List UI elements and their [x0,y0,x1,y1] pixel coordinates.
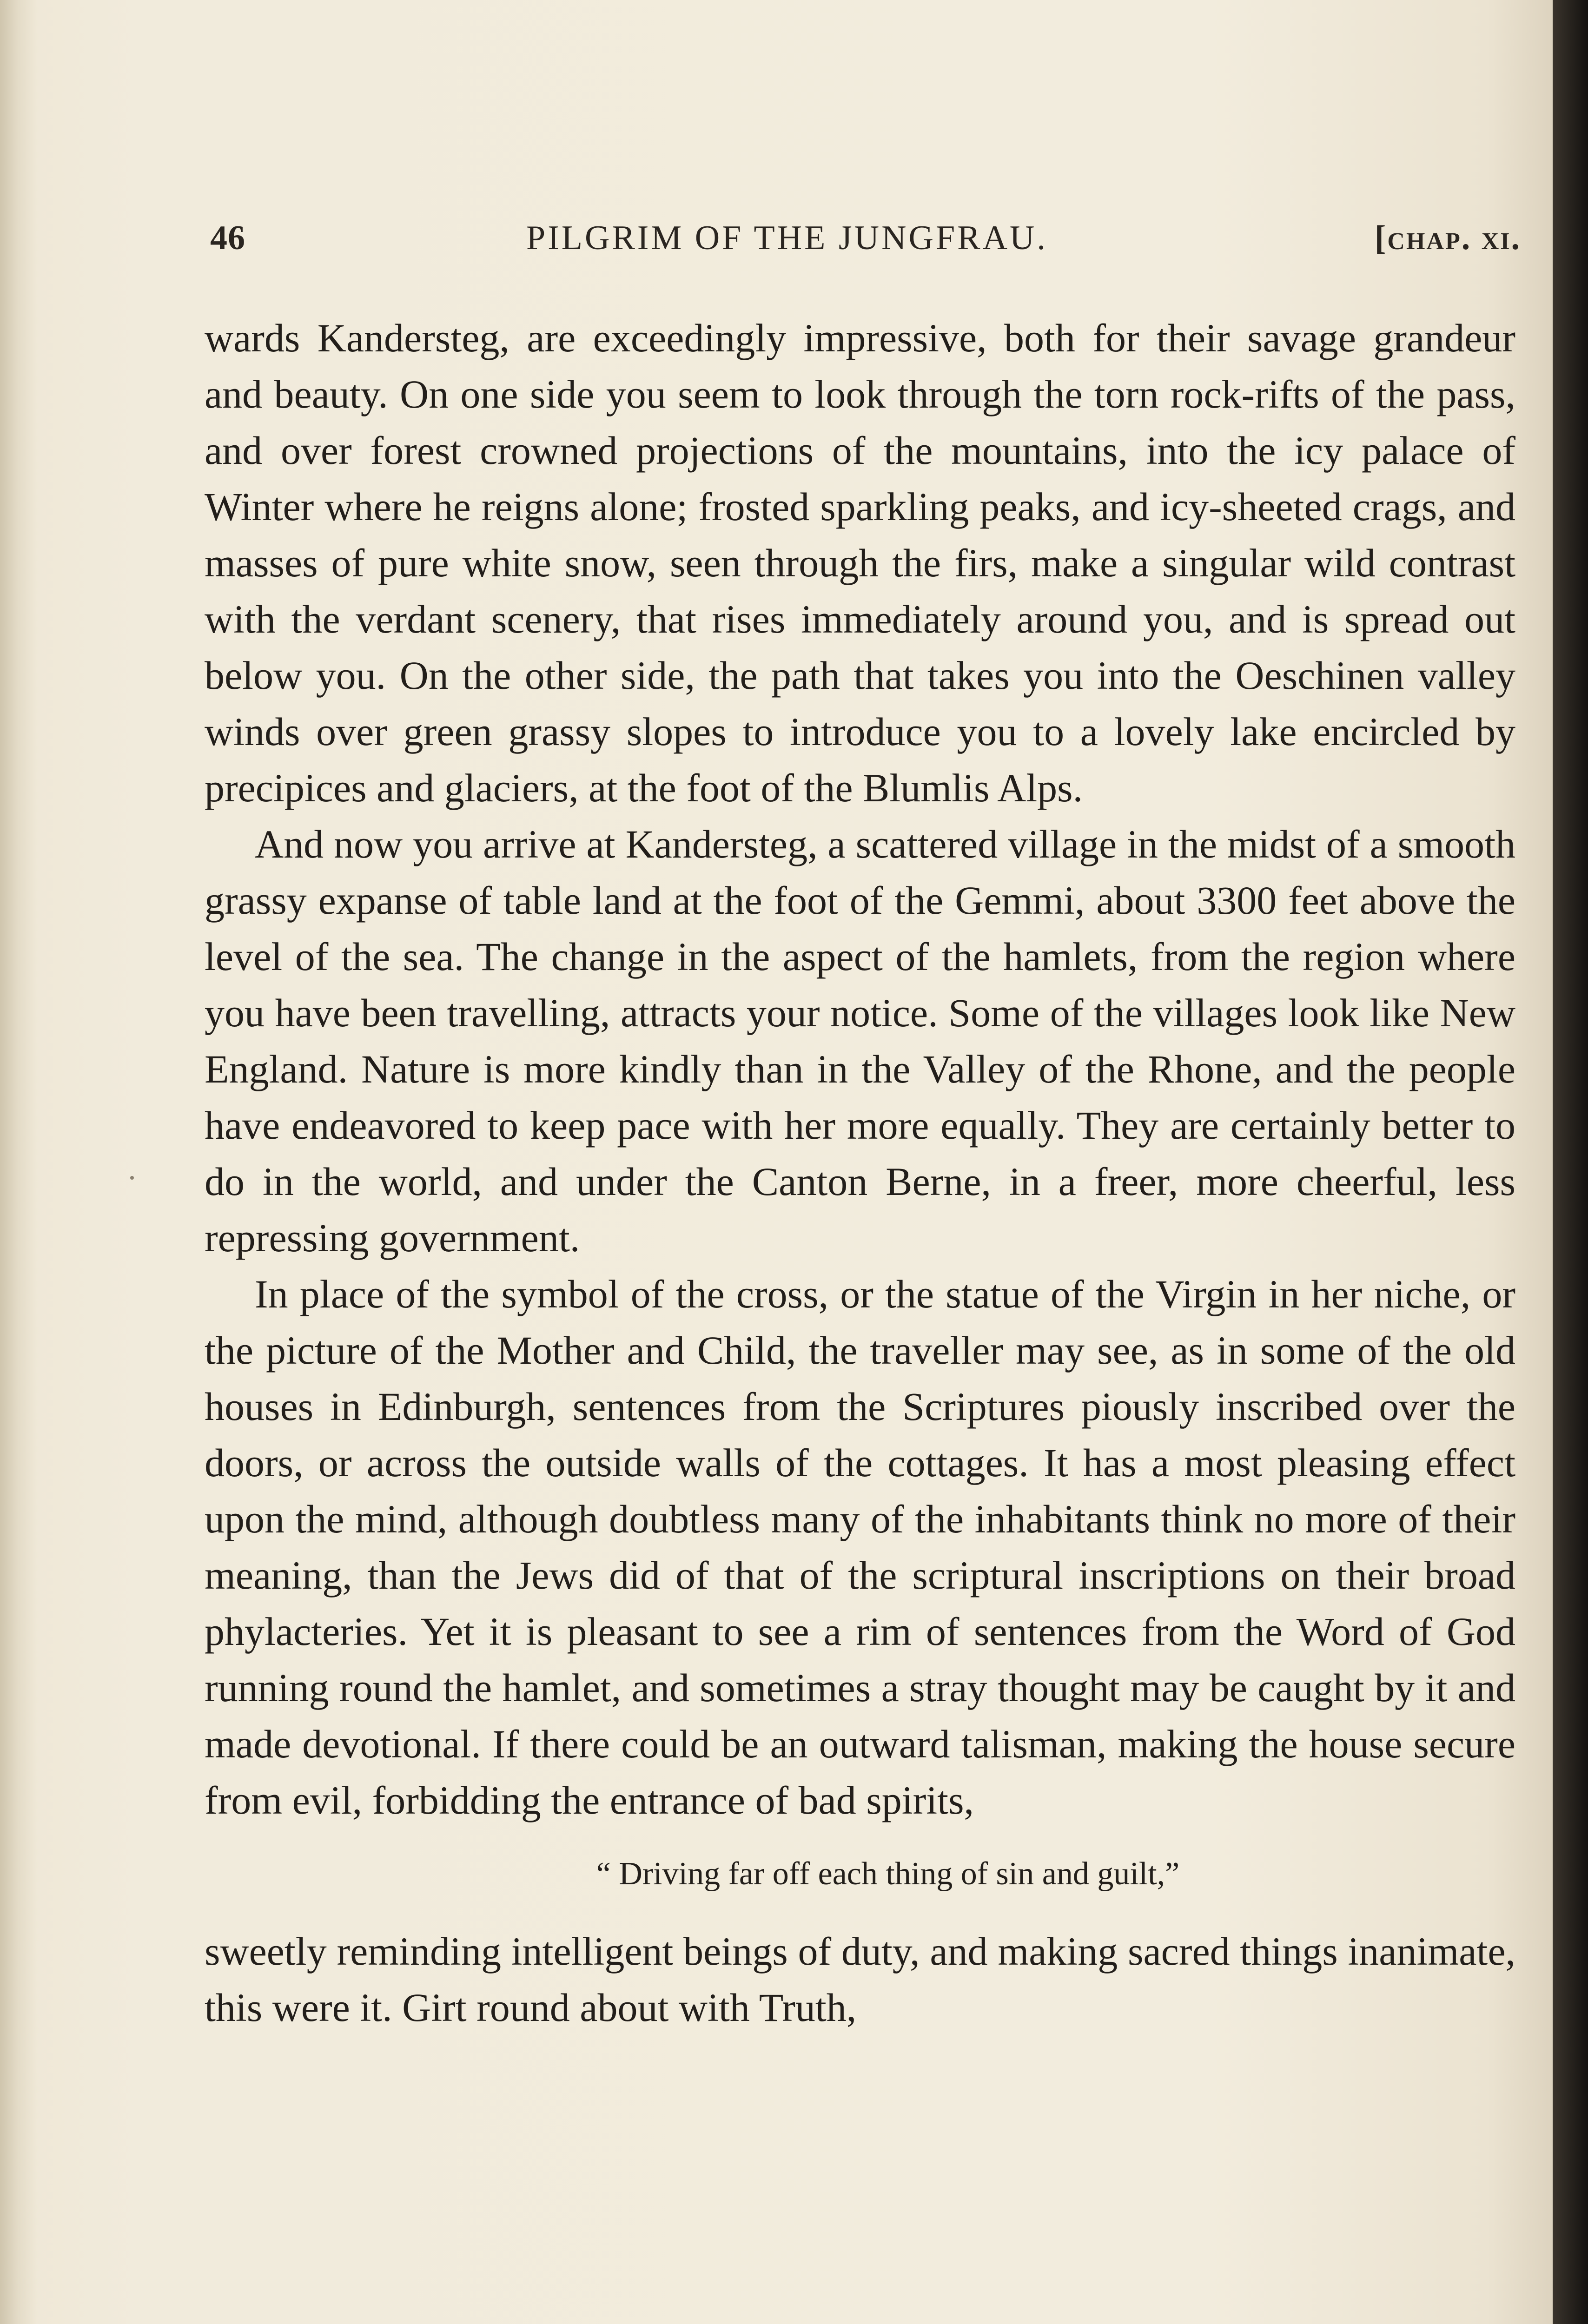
body-text [205,310,1515,2036]
quotation: “ Driving far off each thing of sin and guilt,” [596,1856,1180,1892]
closing-paragraph: sweetly reminding intelligent beings of duty, and making sacred things inanimate, this were it. Girt round about with Truth, [205,1929,1515,2030]
book-edge-shadow [1553,0,1588,2324]
chapter-label: [chap. xi. [1374,219,1521,257]
paragraph-1: wards Kandersteg, are exceedingly impressive, both for their savage grandeur and beauty. On one side you seem to look through the torn rock-rifts of the pass, and over forest crowned projections of the mountains, into the icy palace of Winter where he reigns alone; frosted sparkling peaks, and icy-sheeted crags, and masses of pure white snow, seen through the firs, make a singular wild contrast with the verdant scenery, that rises immediately around you, and is spread out below you. On the other side, the path that takes you into the Oeschinen valley winds over green grassy slopes to introduce you to a lovely lake encircled by precipices and glaciers, at the foot of the Blumlis Alps. [205,316,1515,810]
paragraph-3: In place of the symbol of the cross, or the statue of the Virgin in her niche, or the picture of the Mother and Child, the traveller may see, as in some of the old houses in Edinburgh, sentences from the Scriptures piously inscribed over the doors, or across the outside walls of the cottages. It has a most pleasing effect upon the mind, although doubtless many of the inhabitants think no more of their meaning, than the Jews did of that of the scriptural inscriptions on their broad phylacteries. Yet it is pleasant to see a rim of sentences from the Word of God running round the hamlet, and sometimes a stray thought may be caught by it and made devotional. If there could be an outward talisman, making the house secure from evil, forbidding the entrance of bad spirits, [205,1272,1515,1822]
ink-speck [130,1176,134,1180]
page-binding-shadow [0,0,37,2324]
running-header [210,218,1521,270]
page-number: 46 [210,219,245,257]
running-title: PILGRIM OF THE JUNGFRAU. [526,219,1048,257]
paragraph-2: And now you arrive at Kandersteg, a scattered village in the midst of a smooth grassy expanse of table land at the foot of the Gemmi, about 3300 feet above the level of the sea. The change in the aspect of the hamlets, from the region where you have been travelling, attracts your notice. Some of the villages look like New England. Nature is more kindly than in the Valley of the Rhone, and the people have endeavored to keep pace with her more equally. They are certainly better to do in the world, and under the Canton Berne, in a freer, more cheerful, less repressing government. [205,822,1515,1260]
